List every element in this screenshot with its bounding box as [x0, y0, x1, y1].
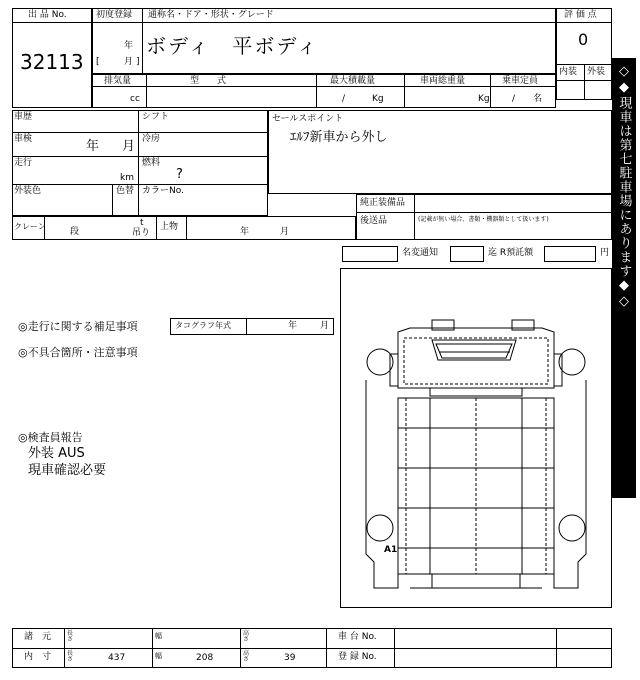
driving-notes-label: ◎走行に関する補足事項 [18, 320, 138, 333]
exterior-color-label: 外装色 [14, 186, 42, 196]
height-label: 高さ [243, 630, 250, 643]
mileage-label: 走行 [14, 158, 33, 168]
upper-body-label: 上物 [160, 222, 179, 232]
type-label: 型 式 [190, 76, 227, 86]
specs-label: 諸 元 [24, 632, 52, 642]
width-label-2: 幅 [155, 652, 162, 660]
delivery-items-note: (記載が無い場合、書類・機器類として扱います) [418, 216, 549, 223]
first-registration-label: 初度登録 [96, 10, 133, 20]
first-reg-bracket-open: [ [96, 57, 100, 67]
inspector-report-label: ◎検査員報告 [18, 431, 83, 444]
model-label: 通称名・ドア・形状・グレード [148, 10, 274, 20]
chassis-number-label: 車 台 No. [338, 632, 377, 642]
inner-dimensions-label: 内 寸 [24, 652, 52, 662]
shift-label: シフト [142, 112, 170, 122]
score-value: 0 [578, 30, 589, 49]
delivery-items-label: 後送品 [360, 216, 388, 226]
crane-stage-unit: 段 [70, 227, 80, 237]
transfer-notice-value [342, 246, 398, 262]
mileage-unit: km [120, 173, 134, 183]
crane-label: クレーン [14, 222, 46, 231]
sales-point-value: ｴﾙﾌ新車から外し [290, 130, 388, 145]
truck-diagram [340, 268, 612, 608]
length-label-2: 長さ [67, 650, 74, 663]
inspector-line-1: 外装 AUS [28, 446, 85, 461]
upper-month-unit: 月 [280, 227, 290, 237]
genuine-equipment-label: 純正装備品 [360, 198, 406, 208]
first-reg-year-unit: 年 [124, 41, 134, 51]
capacity-label: 乗車定員 [502, 76, 539, 86]
length-label: 長さ [67, 630, 74, 643]
first-reg-bracket-close: ] [136, 57, 140, 67]
color-no-label: カラーNo. [142, 186, 184, 196]
gross-weight-unit: Kg [478, 94, 490, 104]
sales-point-label: セールスポイント [272, 114, 344, 124]
registration-number-label: 登 録 No. [338, 652, 377, 662]
diagram-marker: A1 [384, 545, 398, 555]
tachograph-month-unit: 月 [320, 321, 330, 331]
capacity-unit: / 名 [512, 94, 543, 104]
lot-number-label: 出 品 No. [28, 10, 67, 20]
exterior-score-label: 外装 [587, 67, 606, 77]
displacement-unit: cc [130, 94, 140, 104]
transfer-notice-label: 名変通知 [402, 248, 439, 258]
location-banner-text: ◇◆現車は第七駐車場にあります◆◇ [616, 64, 632, 310]
inner-height-value: 39 [284, 653, 296, 663]
max-load-unit: / Kg [342, 94, 384, 104]
first-reg-month-unit: 月 [124, 57, 134, 67]
transfer-date-value [450, 246, 484, 262]
interior-score-label: 内装 [559, 67, 578, 77]
lot-number: 32113 [20, 50, 84, 74]
tachograph-year-unit: 年 [288, 321, 298, 331]
yen-unit: 円 [600, 248, 610, 258]
tachograph-label: タコグラフ年式 [175, 321, 231, 330]
inspection-year-unit: 年 [86, 139, 100, 154]
width-label: 幅 [155, 632, 162, 640]
max-load-label: 最大積載量 [330, 76, 376, 86]
color-change-label: 色替 [116, 186, 135, 196]
vehicle-details-left [12, 110, 268, 216]
inspection-label: 車検 [14, 134, 33, 144]
gross-weight-label: 車両総重量 [420, 76, 466, 86]
upper-year-unit: 年 [240, 227, 250, 237]
displacement-label: 排気量 [104, 76, 132, 86]
defects-label: ◎不具合箇所・注意事項 [18, 346, 138, 359]
fuel-value: ? [176, 167, 183, 182]
inner-length-value: 437 [108, 653, 126, 663]
inner-width-value: 208 [196, 653, 214, 663]
crane-hang-unit: 吊り [132, 228, 151, 238]
score-label: 評 価 点 [564, 10, 597, 20]
recycle-deposit-value [544, 246, 596, 262]
inspection-month-unit: 月 [122, 139, 136, 154]
location-banner [612, 58, 636, 498]
fuel-label: 燃料 [142, 158, 161, 168]
crane-row [12, 216, 356, 240]
crane-ton-unit: t [140, 218, 144, 228]
inspector-line-2: 現車確認必要 [28, 463, 107, 478]
model-value: ボディ 平ボディ [146, 34, 319, 58]
ac-label: 冷房 [142, 134, 161, 144]
history-label: 車歴 [14, 112, 33, 122]
recycle-deposit-label: 迄 R預託額 [488, 248, 534, 258]
height-label-2: 高さ [243, 650, 250, 663]
